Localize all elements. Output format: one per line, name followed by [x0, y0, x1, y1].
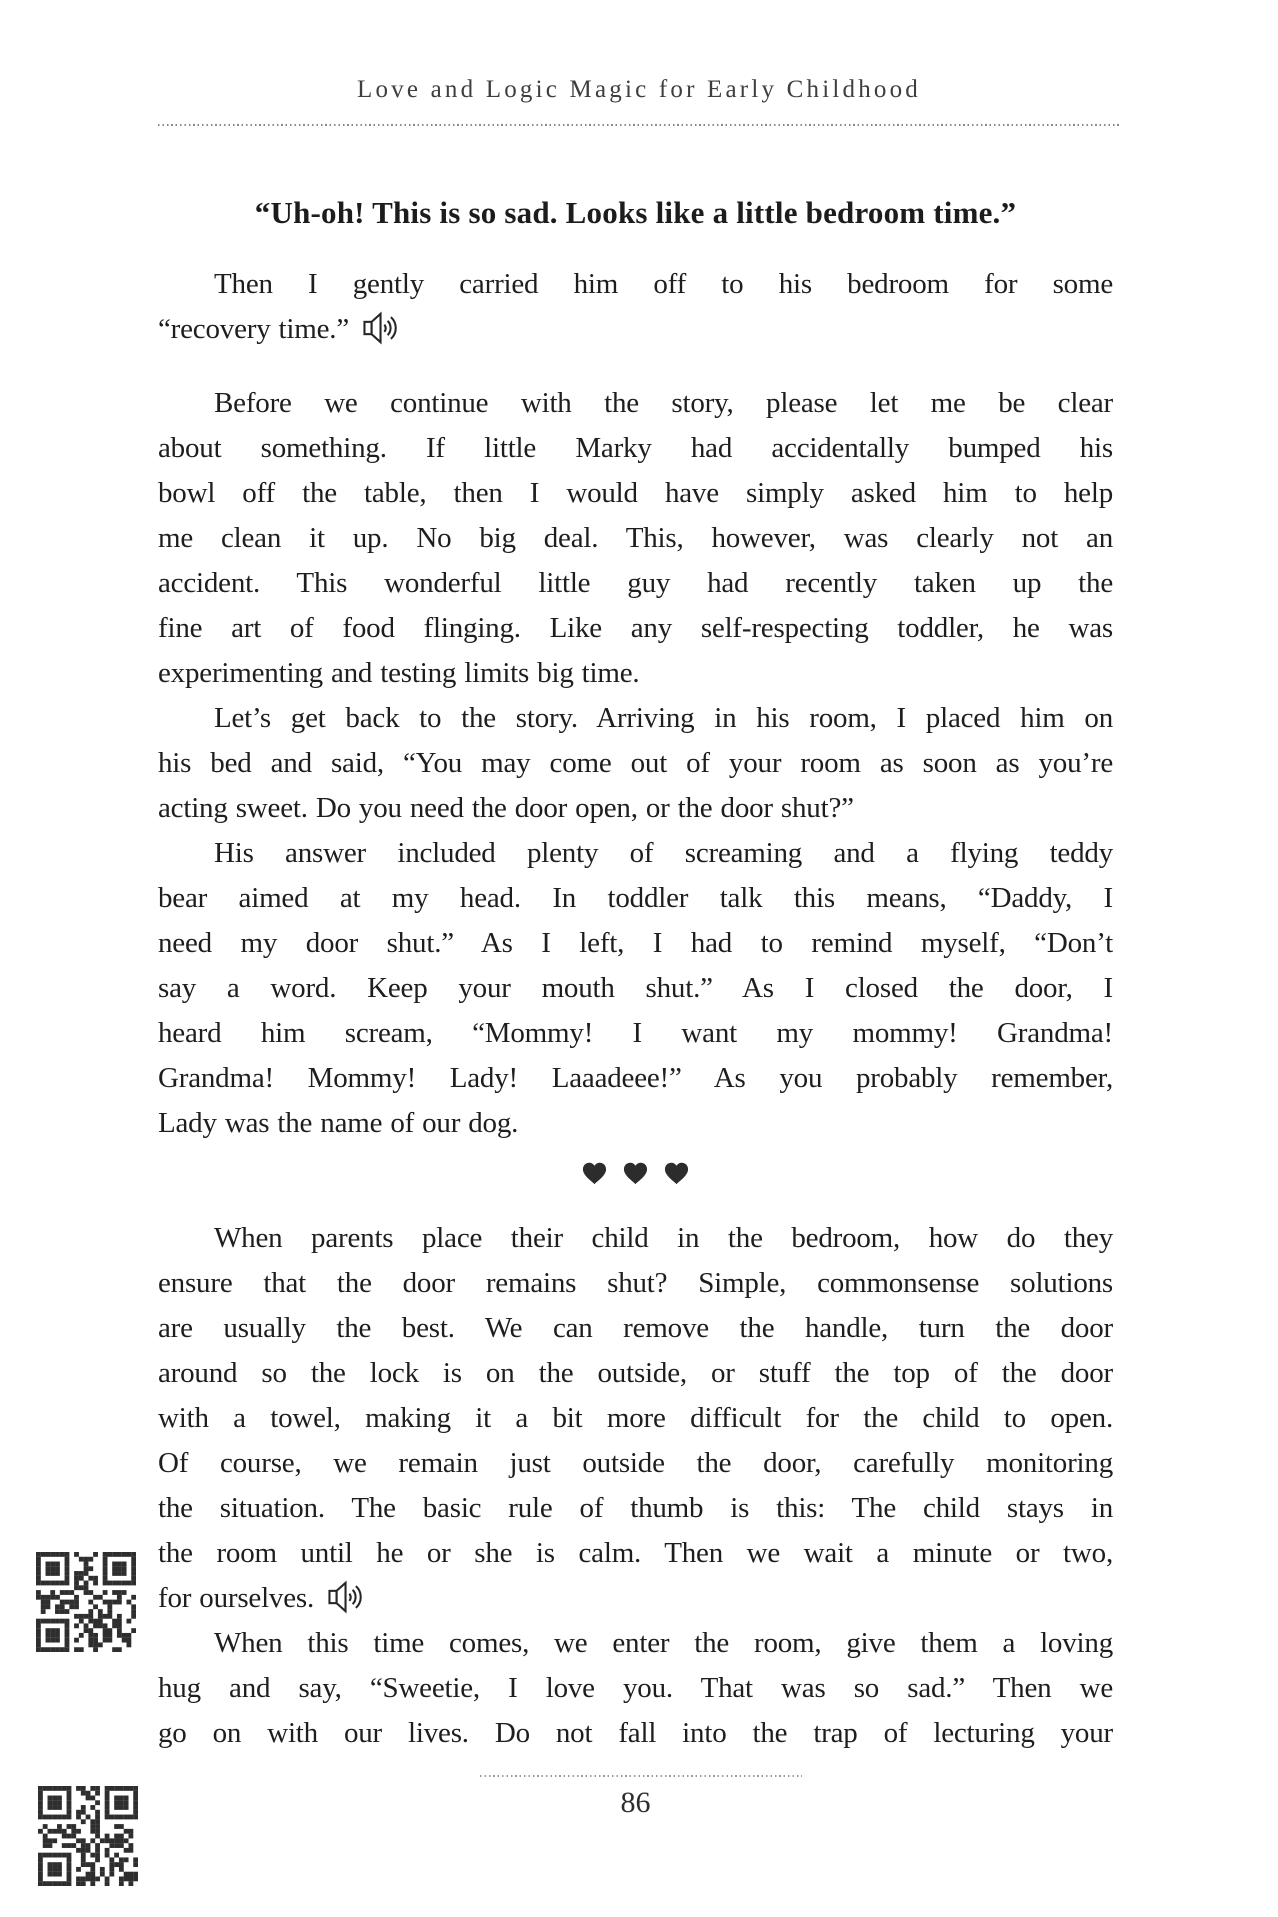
- text-run: the situation. The basic rule of thumb is this: The child stays in: [158, 1492, 1113, 1524]
- text-column: [158, 192, 1113, 1756]
- text-run: experimenting and testing limits big time.: [158, 657, 640, 689]
- text-line: [158, 651, 1113, 696]
- hearts-divider: [158, 1160, 1113, 1190]
- text-run: need my door shut.” As I left, I had to remind myself, “Don’t: [158, 927, 1113, 959]
- text-line: [158, 471, 1113, 516]
- text-line: [158, 1261, 1113, 1306]
- text-line: [158, 1056, 1113, 1101]
- text-run: go on with our lives. Do not fall into the trap of lecturing your: [158, 1717, 1113, 1749]
- text-run: Grandma! Mommy! Lady! Laaadeee!” As you probably remember,: [158, 1062, 1113, 1094]
- text-line: [158, 1101, 1113, 1146]
- text-run: bowl off the table, then I would have simply asked him to help: [158, 477, 1113, 509]
- text-run: Of course, we remain just outside the door, carefully monitoring: [158, 1447, 1113, 1479]
- text-line: [158, 921, 1113, 966]
- text-run: accident. This wonderful little guy had recently taken up the: [158, 567, 1113, 599]
- text-run: fine art of food flinging. Like any self-respecting toddler, he was: [158, 612, 1113, 644]
- speaker-icon[interactable]: [326, 1580, 366, 1614]
- text-line: [158, 966, 1113, 1011]
- text-line: [158, 1486, 1113, 1531]
- text-run: Let’s get back to the story. Arriving in his room, I placed him on: [214, 702, 1113, 734]
- paragraph: [158, 381, 1113, 696]
- qr-code: [38, 1786, 138, 1886]
- section-heading: “Uh-oh! This is so sad. Looks like a little bedroom time.”: [254, 195, 1017, 230]
- text-line: [158, 1011, 1113, 1056]
- text-line: [158, 696, 1113, 741]
- running-header-title: Love and Logic Magic for Early Childhood: [357, 76, 921, 103]
- heart-icon: [581, 1160, 608, 1187]
- text-run: for ourselves.: [158, 1582, 315, 1614]
- qr-code: [36, 1552, 136, 1652]
- text-run: ensure that the door remains shut? Simple, commonsense solutions: [158, 1267, 1113, 1299]
- text-run: are usually the best. We can remove the handle, turn the door: [158, 1312, 1113, 1344]
- text-run: When this time comes, we enter the room, give them a loving: [214, 1627, 1113, 1659]
- paragraph: [158, 696, 1113, 831]
- text-line: [158, 1711, 1113, 1756]
- text-run: with a towel, making it a bit more difficult for the child to open.: [158, 1402, 1113, 1434]
- header-divider-rule: [158, 124, 1120, 126]
- text-line: [158, 1531, 1113, 1576]
- paragraph: [158, 831, 1113, 1146]
- text-line: [158, 876, 1113, 921]
- text-line: [158, 1576, 1113, 1621]
- text-line: [158, 1306, 1113, 1351]
- text-run: hug and say, “Sweetie, I love you. That was so sad.” Then we: [158, 1672, 1113, 1704]
- text-run: heard him scream, “Mommy! I want my mommy! Grandma!: [158, 1017, 1113, 1049]
- text-line: [158, 606, 1113, 651]
- heart-icon: [622, 1160, 649, 1187]
- text-line: [158, 1216, 1113, 1261]
- speaker-icon[interactable]: [361, 311, 401, 345]
- text-run: acting sweet. Do you need the door open, or the door shut?”: [158, 792, 854, 824]
- paragraph: [158, 262, 1113, 352]
- text-run: say a word. Keep your mouth shut.” As I closed the door, I: [158, 972, 1113, 1004]
- text-line: [158, 831, 1113, 876]
- text-run: “recovery time.”: [158, 313, 350, 345]
- text-run: me clean it up. No big deal. This, however, was clearly not an: [158, 522, 1113, 554]
- text-run: Before we continue with the story, please let me be clear: [214, 387, 1113, 419]
- text-run: the room until he or she is calm. Then we wait a minute or two,: [158, 1537, 1113, 1569]
- text-line: [158, 1396, 1113, 1441]
- text-line: [158, 426, 1113, 471]
- text-line: [158, 1621, 1113, 1666]
- text-run: Lady was the name of our dog.: [158, 1107, 519, 1139]
- text-line: [158, 262, 1113, 307]
- paragraph: [158, 1621, 1113, 1756]
- text-run: Then I gently carried him off to his bedroom for some: [214, 268, 1113, 300]
- footer-divider-rule: [480, 1775, 802, 1777]
- paragraph: [158, 1216, 1113, 1621]
- text-run: When parents place their child in the bedroom, how do they: [214, 1222, 1113, 1254]
- page-number: 86: [620, 1786, 651, 1819]
- text-line: [158, 1441, 1113, 1486]
- text-run: about something. If little Marky had accidentally bumped his: [158, 432, 1113, 464]
- text-run: around so the lock is on the outside, or stuff the top of the door: [158, 1357, 1113, 1389]
- text-run: bear aimed at my head. In toddler talk this means, “Daddy, I: [158, 882, 1113, 914]
- text-line: [158, 1351, 1113, 1396]
- text-run: his bed and said, “You may come out of your room as soon as you’re: [158, 747, 1113, 779]
- text-run: His answer included plenty of screaming and a flying teddy: [214, 837, 1113, 869]
- text-line: [158, 561, 1113, 606]
- text-line: [158, 516, 1113, 561]
- text-line: [158, 741, 1113, 786]
- text-line: [158, 1666, 1113, 1711]
- text-line: [158, 381, 1113, 426]
- text-line: [158, 786, 1113, 831]
- heart-icon: [663, 1160, 690, 1187]
- text-line: [158, 307, 1113, 352]
- article-body: [158, 262, 1113, 1756]
